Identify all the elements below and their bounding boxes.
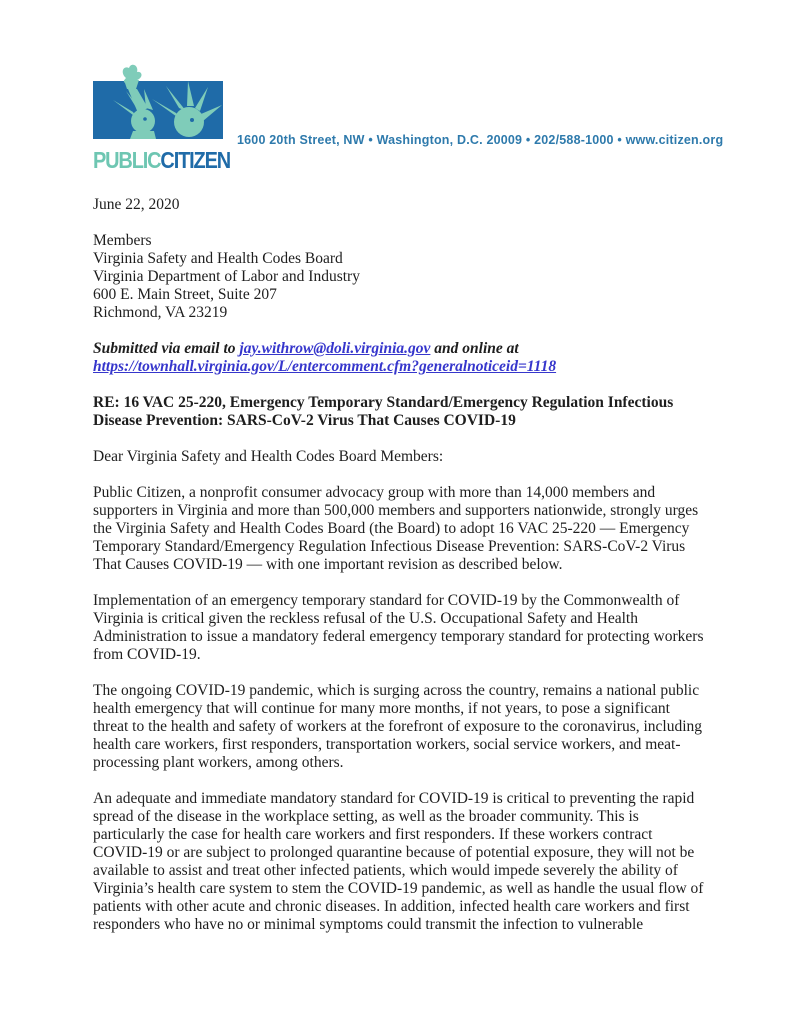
logo-word-public: PUBLIC <box>93 148 161 174</box>
statue-of-liberty-icon <box>93 64 223 144</box>
logo-word-citizen: CITIZEN <box>160 148 231 174</box>
recipient-address-block <box>93 232 705 322</box>
salutation: Dear Virginia Safety and Health Codes Board Members: <box>93 448 444 465</box>
paragraph-2: Implementation of an emergency temporary standard for COVID-19 by the Commonwealth of Virginia is critical given the reckless refusal of the U.S. Occupational Safety and Health Administration to issue a mandatory federal emergency temporary standard for protecting workers from COVID-19. <box>93 592 704 663</box>
subject-line: RE: 16 VAC 25-220, Emergency Temporary Standard/Emergency Regulation Infectious Disease Prevention: SARS-CoV-2 Virus That Causes COVID-19 <box>93 394 674 429</box>
submission-note <box>93 340 705 376</box>
letterhead-address-line: 1600 20th Street, NW • Washington, D.C. 20009 • 202/588-1000 • www.citizen.org <box>237 133 724 147</box>
recipient-line: Virginia Department of Labor and Industry <box>93 268 360 285</box>
public-citizen-logo <box>93 64 233 172</box>
recipient-line: 600 E. Main Street, Suite 207 <box>93 286 277 303</box>
submission-prefix: Submitted via email to <box>93 340 240 357</box>
email-link[interactable]: jay.withrow@doli.virginia.gov <box>239 340 431 357</box>
comment-url-link[interactable]: https://townhall.virginia.gov/L/entercomment.cfm?generalnoticeid=1118 <box>93 358 557 375</box>
submission-middle: and online at <box>430 340 519 357</box>
recipient-line: Virginia Safety and Health Codes Board <box>93 250 343 267</box>
recipient-line: Richmond, VA 23219 <box>93 304 228 321</box>
letter-body <box>93 196 705 952</box>
paragraph-4: An adequate and immediate mandatory standard for COVID-19 is critical to preventing the rapid spread of the disease in the workplace setting, as well as the broader community. This is particularly the case for health care workers and first responders. If these workers contract COVID-19 or are subject to prolonged quarantine because of potential exposure, they will not be available to assist and treat other infected patients, which would impede severely the ability of Virginia’s health care system to stem the COVID-19 pandemic, as well as handle the usual flow of patients with other acute and chronic diseases. In addition, infected health care workers and first responders who have no or minimal symptoms could transmit the infection to vulnerable <box>93 790 704 933</box>
paragraph-3: The ongoing COVID-19 pandemic, which is surging across the country, remains a national public health emergency that will continue for many more months, if not years, to pose a significant threat to the health and safety of workers at the forefront of exposure to the coronavirus, including health care workers, first responders, transportation workers, social service workers, and meat-processing plant workers, among others. <box>93 682 703 771</box>
recipient-line: Members <box>93 232 152 249</box>
logo-wordmark <box>93 148 231 174</box>
letter-date: June 22, 2020 <box>93 196 180 213</box>
paragraph-1: Public Citizen, a nonprofit consumer advocacy group with more than 14,000 members and supporters in Virginia and more than 500,000 members and supporters nationwide, strongly urges the Virginia Safety and Health Codes Board (the Board) to adopt 16 VAC 25-220 — Emergency Temporary Standard/Emergency Regulation Infectious Disease Prevention: SARS-CoV-2 Virus That Causes COVID-19 — with one important revision as described below. <box>93 484 699 573</box>
